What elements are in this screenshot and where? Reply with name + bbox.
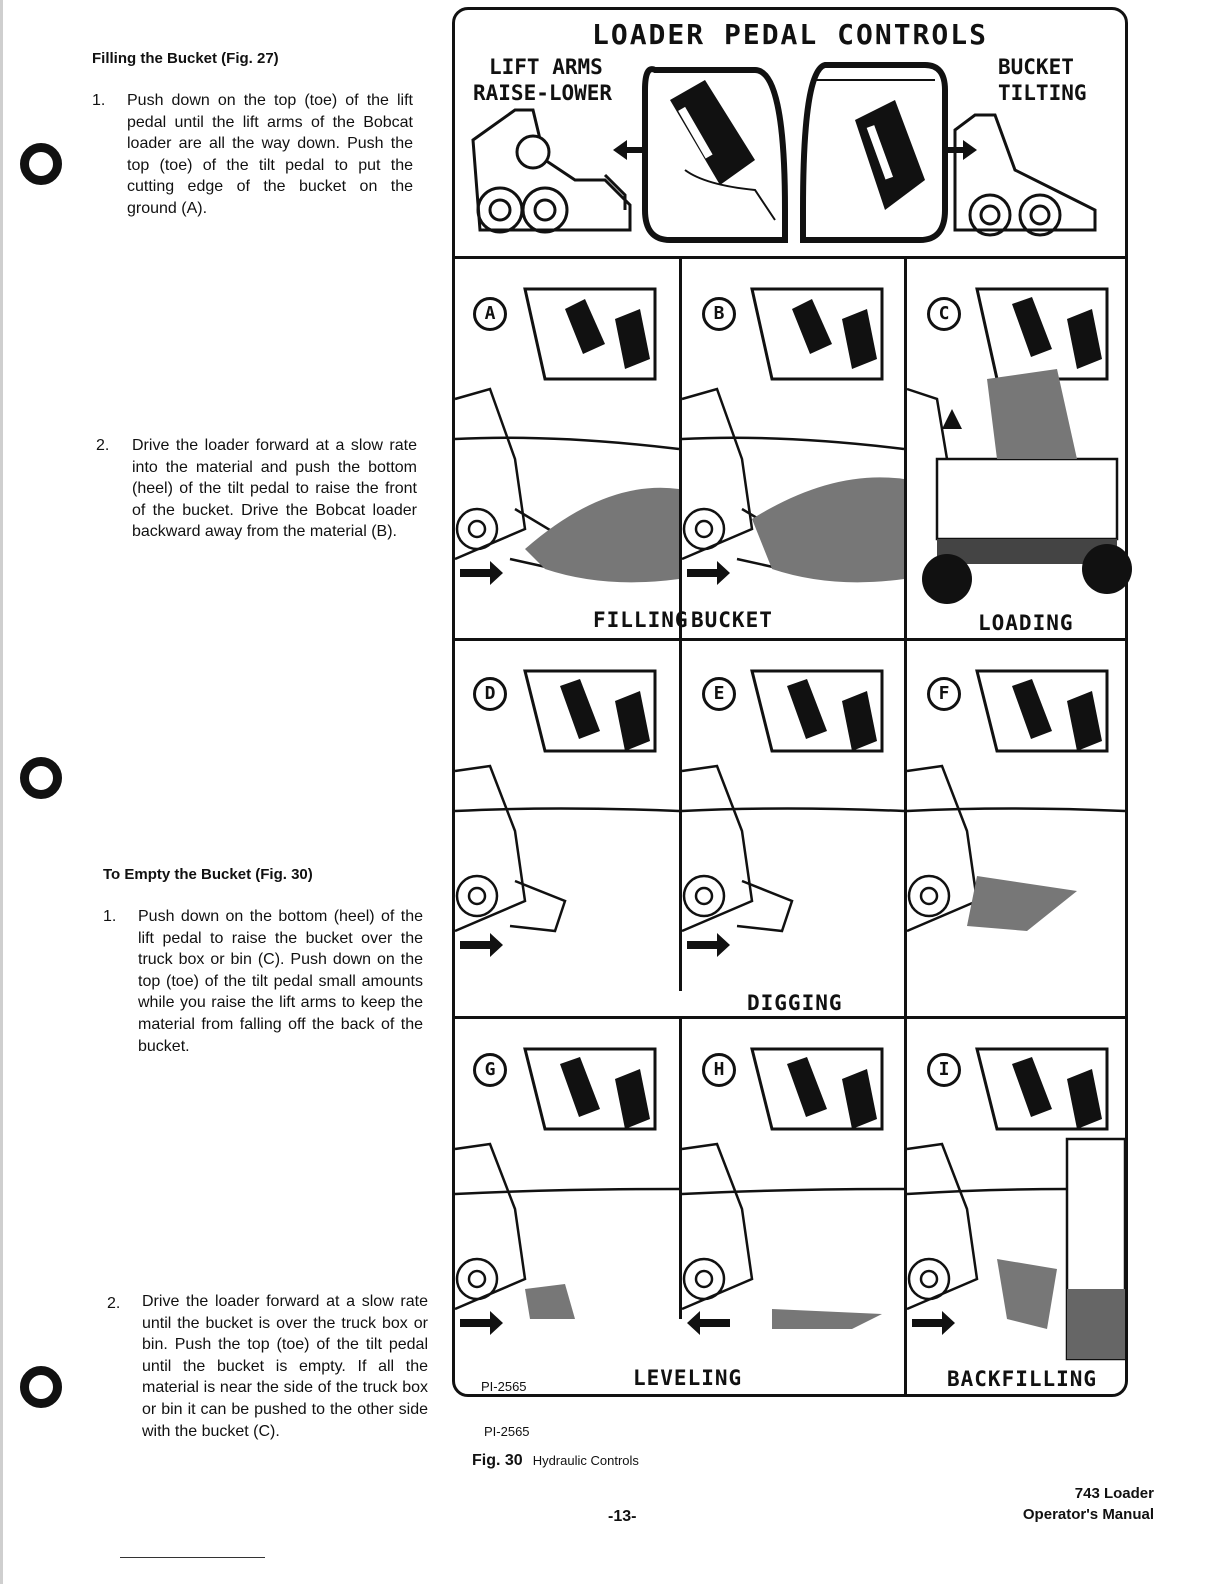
bucket-tilting-label-line1: BUCKET [998, 55, 1074, 79]
footer-manual-title: Operator's Manual [1022, 1506, 1154, 1523]
footer-rule [120, 1557, 265, 1558]
figure-pedal-controls [452, 7, 1128, 1397]
heading-empty-bucket: To Empty the Bucket (Fig. 30) [103, 866, 313, 883]
lift-arms-label-line2: RAISE-LOWER [473, 81, 613, 105]
badge-a: A [473, 297, 507, 331]
lift-arms-label-line1: LIFT ARMS [489, 55, 603, 79]
panel-d [455, 641, 679, 986]
punch-hole-top [20, 143, 62, 185]
caption-digging: DIGGING [747, 991, 843, 1015]
inner-figure-code: PI-2565 [481, 1379, 527, 1394]
page-edge [0, 0, 3, 1584]
badge-e: E [702, 677, 736, 711]
panel-b [682, 259, 904, 604]
badge-c: C [927, 297, 961, 331]
caption-leveling: LEVELING [633, 1366, 743, 1390]
panel-f [907, 641, 1125, 986]
panel-i [907, 1019, 1125, 1364]
punch-hole-bottom [20, 1366, 62, 1408]
footer-model: 743 Loader [1074, 1485, 1154, 1502]
instruction-empty-1: Push down on the bottom (heel) of the lift pedal to raise the bucket over the truck box or bin (C). Push down on the top (toe) of the tilt pedal small amounts while you raise the lift arms to keep the material from falling off the back of the bucket. [138, 908, 423, 1055]
instruction-empty-2: Drive the loader forward at a slow rate until the bucket is over the truck box or bin. Push the top (toe) of the tilt pedal until the bucket is empty. If all the material is near the side of the truck box or bin it can be pushed to the other side with the bucket (C). [142, 1293, 428, 1440]
caption-filling: FILLING [593, 608, 689, 632]
panel-c [907, 259, 1125, 604]
figure-title: LOADER PEDAL CONTROLS [591, 18, 988, 51]
instruction-fill-1: Push down on the top (toe) of the lift pedal until the lift arms of the Bobcat loader are all the way down. Push the top (toe) of the tilt pedal to put the cutting edge of the bucket on the ground (A). [127, 92, 413, 217]
figure-caption [472, 1452, 639, 1470]
item-number: 1. [103, 908, 117, 925]
badge-f: F [927, 677, 961, 711]
bucket-tilting-label-line2: TILTING [998, 81, 1087, 105]
figure-number: Fig. 30 [472, 1452, 523, 1469]
caption-loading: LOADING [978, 611, 1074, 635]
pedal-controls-illustration [455, 10, 1125, 255]
item-number: 2. [107, 1295, 121, 1312]
panel-h [682, 1019, 904, 1364]
heading-filling-bucket: Filling the Bucket (Fig. 27) [92, 50, 279, 67]
item-number: 2. [96, 437, 110, 454]
badge-b: B [702, 297, 736, 331]
panel-a [455, 259, 679, 604]
page-number: -13- [608, 1508, 637, 1525]
caption-bucket: BUCKET [691, 608, 773, 632]
item-number: 1. [92, 92, 106, 109]
badge-d: D [473, 677, 507, 711]
instruction-fill-2: Drive the loader forward at a slow rate into the material and push the bottom (heel) of the tilt pedal to raise the front of the bucket. Drive the Bobcat loader backward away from the material (B). [132, 437, 417, 541]
badge-h: H [702, 1053, 736, 1087]
punch-hole-middle [20, 757, 62, 799]
panel-g [455, 1019, 679, 1394]
figure-caption-text: Hydraulic Controls [532, 1453, 639, 1468]
badge-g: G [473, 1053, 507, 1087]
caption-backfilling: BACKFILLING [947, 1367, 1098, 1391]
panel-e [682, 641, 904, 986]
figure-code: PI-2565 [484, 1424, 530, 1439]
badge-i: I [927, 1053, 961, 1087]
